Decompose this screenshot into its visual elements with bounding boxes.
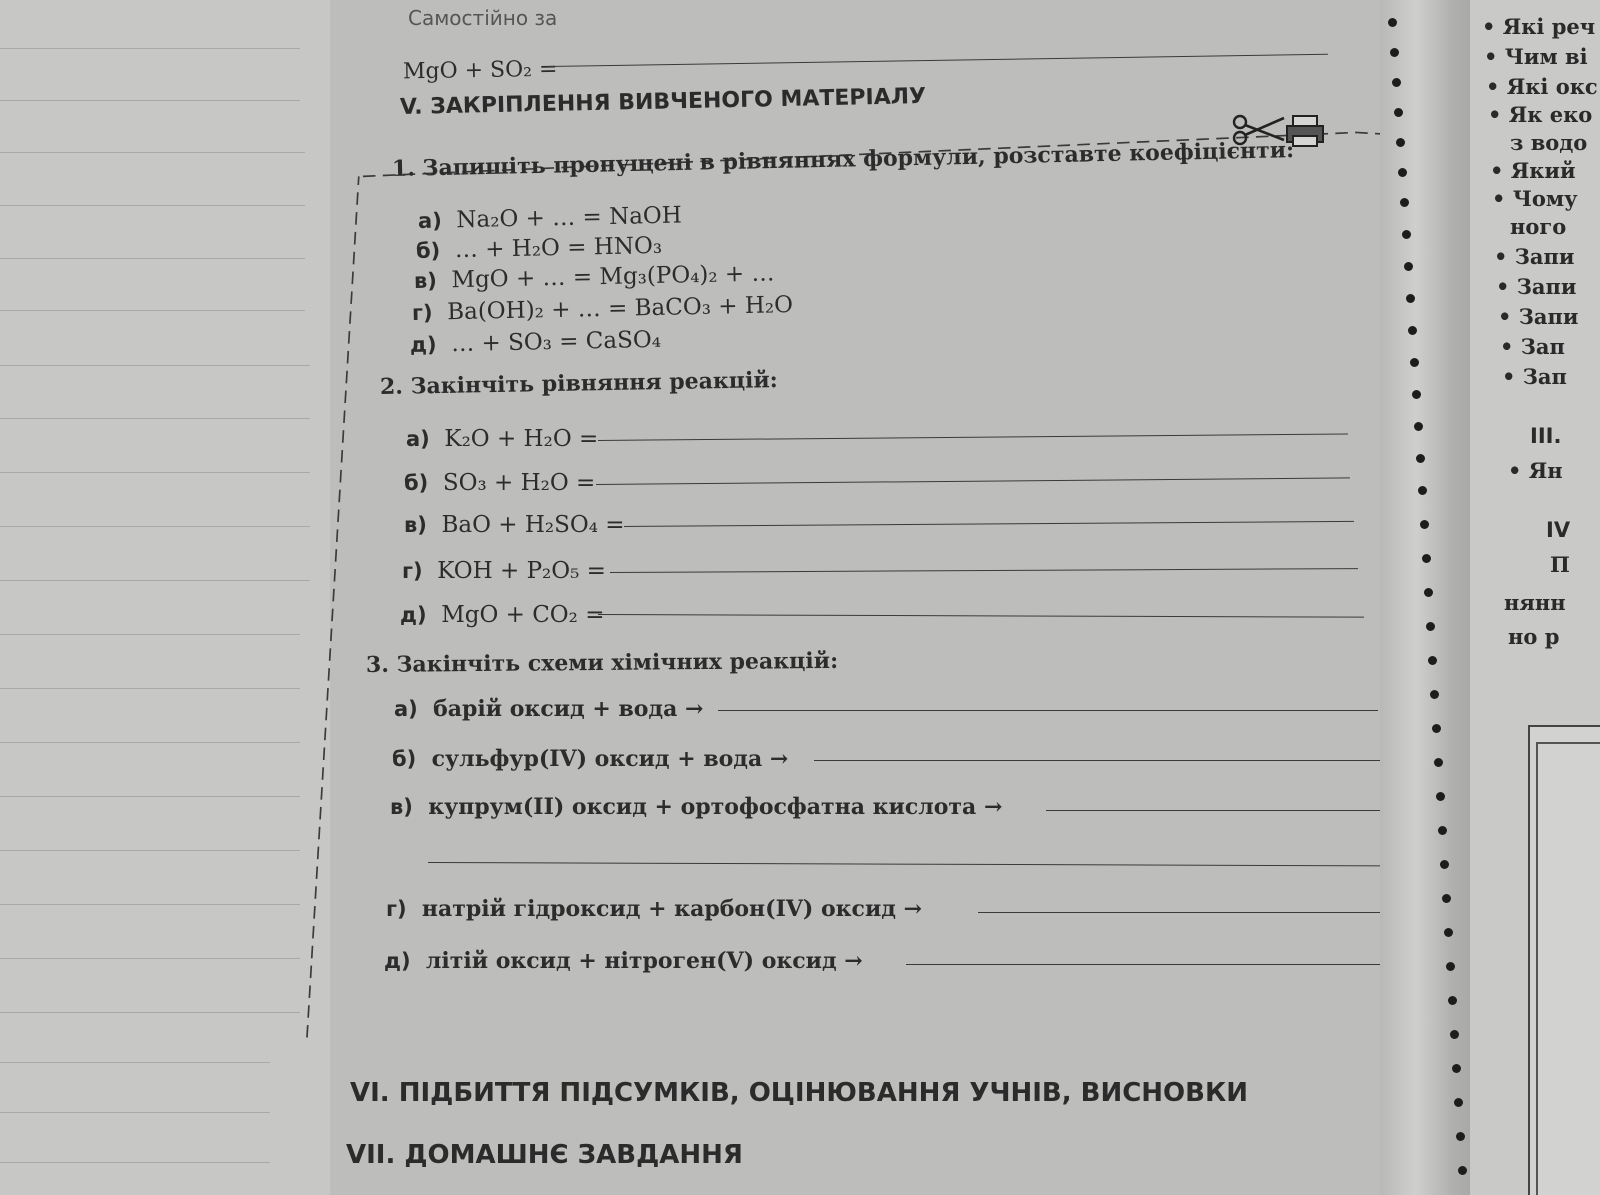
facing-line: • Запи — [1498, 304, 1579, 329]
section-6-title: VI. ПІДБИТТЯ ПІДСУМКІВ, ОЦІНЮВАННЯ УЧНІВ, ВИСНОВКИ — [350, 1078, 1248, 1108]
task-1-item: д) … + SO₃ = CaSO₄ — [409, 326, 662, 358]
task-2-item: д) MgO + CO₂ = — [400, 602, 605, 628]
task-1-title: 1. Запишіть пропущені в рівняннях формули, розставте коефіцієнти: — [391, 137, 1295, 182]
facing-frame-inner — [1536, 742, 1600, 1195]
task-2-item: б) SO₃ + H₂O = — [404, 470, 596, 496]
task-2-item: в) BaO + H₂SO₄ = — [404, 512, 625, 538]
task-1-item: в) MgO + … = Mg₃(PO₄)₂ + … — [413, 260, 775, 294]
facing-line: • Чому — [1492, 186, 1578, 211]
left-ruled-margin — [0, 0, 330, 1195]
answer-line[interactable] — [906, 964, 1398, 965]
task-3-item: д) літій оксид + нітроген(V) оксид → — [384, 948, 863, 974]
facing-line: • Які реч — [1482, 14, 1596, 39]
task-1-item: г) Ba(OH)₂ + … = BaCO₃ + H₂O — [411, 292, 794, 326]
facing-line: • Ян — [1508, 458, 1563, 483]
task-3-item: б) сульфур(IV) оксид + вода → — [392, 746, 789, 772]
partial-heading: Самостійно за — [408, 6, 558, 30]
facing-line: • Запи — [1494, 244, 1575, 269]
task-3-item: в) купрум(II) оксид + ортофосфатна кислота → — [390, 794, 1003, 820]
facing-line: П — [1550, 552, 1570, 577]
answer-line[interactable] — [814, 760, 1380, 761]
task-2-title: 2. Закінчіть рівняння реакцій: — [379, 367, 779, 400]
task-1-item: а) Na₂O + … = NaOH — [417, 202, 683, 234]
section-5-title: V. ЗАКРІПЛЕННЯ ВИВЧЕНОГО МАТЕРІАЛУ — [399, 83, 927, 120]
facing-line: нянн — [1504, 590, 1566, 615]
facing-line: но р — [1508, 624, 1560, 649]
mgo-so2-equation: MgO + SO₂ = — [402, 56, 558, 85]
facing-line: з водо — [1510, 130, 1588, 155]
facing-line: III. — [1530, 424, 1562, 448]
facing-line: • Чим ві — [1484, 44, 1588, 69]
facing-page-fragment — [1470, 0, 1600, 1195]
facing-line: • Запи — [1496, 274, 1577, 299]
task-3-item: а) барій оксид + вода → — [394, 696, 704, 722]
answer-line[interactable] — [548, 54, 1328, 67]
answer-line[interactable] — [1046, 810, 1386, 811]
facing-line: IV — [1546, 518, 1571, 542]
section-7-title: VII. ДОМАШНЄ ЗАВДАННЯ — [346, 1140, 743, 1170]
worksheet-page — [300, 0, 1380, 1195]
task-3-item: г) натрій гідроксид + карбон(IV) оксид → — [386, 896, 923, 922]
task-2-item: г) KOH + P₂O₅ = — [402, 558, 606, 584]
task-2-item: а) K₂O + H₂O = — [406, 426, 599, 452]
facing-line: • Зап — [1500, 334, 1565, 359]
facing-line: • Як еко — [1488, 102, 1593, 127]
facing-line: ного — [1510, 214, 1567, 239]
answer-line[interactable] — [978, 912, 1394, 913]
answer-line[interactable] — [718, 710, 1378, 711]
facing-line: • Який — [1490, 158, 1576, 183]
facing-line: • Зап — [1502, 364, 1567, 389]
task-1-item: б) … + H₂O = HNO₃ — [415, 232, 663, 264]
task-3-title: 3. Закінчіть схеми хімічних реакцій: — [365, 647, 839, 678]
facing-line: • Які окс — [1486, 74, 1598, 99]
